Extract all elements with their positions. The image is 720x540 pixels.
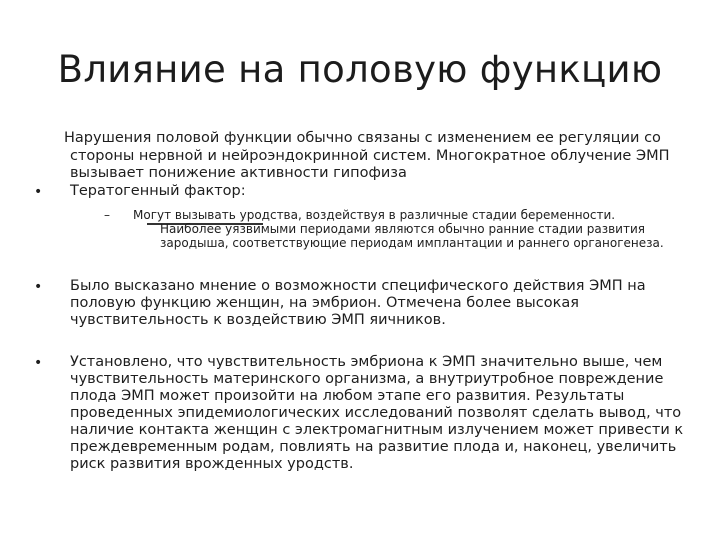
bullet-3-line-7: риск развития врожденных уродств. (70, 456, 354, 472)
bullet-2-line-3: чувствительность к воздействию ЭМП яичников. (70, 312, 446, 328)
subbullet-line-1: Могут вызывать уродства, воздействуя в различные стадии беременности. (133, 208, 616, 222)
bullet-3-line-1: Установлено, что чувствительность эмбриона к ЭМП значительно выше, чем (70, 354, 663, 370)
bullet-marker: • (34, 355, 43, 371)
slide-title: Влияние на половую функцию (57, 48, 663, 91)
subbullet-marker: – (104, 208, 110, 222)
bullet-3-line-2: чувствительность материнского организма, а внутриутробное повреждение (70, 371, 664, 387)
subbullet-line-2: Наиболее уязвимыми периодами являются обычно ранние стадии развития (160, 222, 645, 236)
intro-line-1: Нарушения половой функции обычно связаны с изменением ее регуляции со (64, 130, 661, 146)
bullet-2-line-1: Было высказано мнение о возможности специфического действия ЭМП на (70, 278, 646, 294)
bullet-1-line-1: Тератогенный фактор: (70, 183, 246, 199)
bullet-3-line-3: плода ЭМП может произойти на любом этапе его развития. Результаты (70, 388, 625, 404)
bullet-3-line-6: преждевременным родам, повлиять на развитие плода и, наконец, увеличить (70, 439, 677, 455)
bullet-marker: • (34, 279, 43, 295)
bullet-marker: • (34, 184, 43, 200)
bullet-3-line-4: проведенных эпидемиологических исследований позволят сделать вывод, что (70, 405, 682, 421)
subbullet-line-3: зародыша, соответствующие периодам имплантации и раннего органогенеза. (160, 236, 664, 250)
intro-line-3: вызывает понижение активности гипофиза (70, 165, 407, 181)
bullet-2-line-2: половую функцию женщин, на эмбрион. Отмечена более высокая (70, 295, 579, 311)
intro-line-2: стороны нервной и нейроэндокринной систем. Многократное облучение ЭМП (70, 148, 670, 164)
bullet-3-line-5: наличие контакта женщин с электромагнитным излучением может привести к (70, 422, 684, 438)
